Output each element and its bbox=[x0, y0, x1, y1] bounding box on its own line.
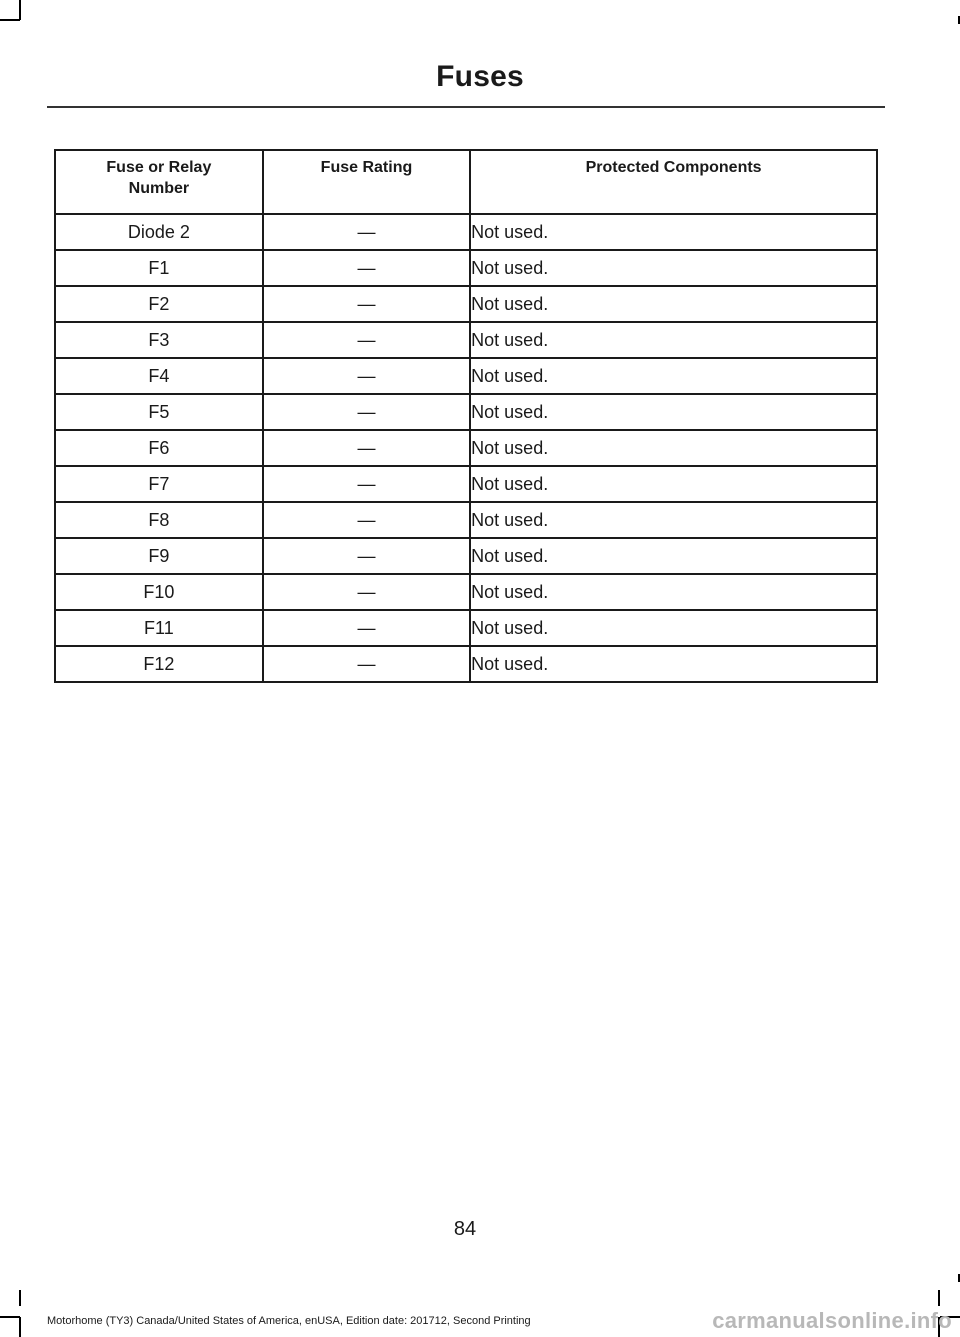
watermark: carmanualsonline.info bbox=[712, 1308, 952, 1333]
fuse-table bbox=[54, 149, 878, 683]
cell-fuse-number: F7 bbox=[55, 466, 263, 502]
crop-mark bbox=[19, 1290, 21, 1306]
cell-fuse-rating: — bbox=[263, 610, 470, 646]
cell-fuse-rating: — bbox=[263, 250, 470, 286]
table-row bbox=[55, 214, 877, 250]
table-row bbox=[55, 430, 877, 466]
cell-fuse-number: Diode 2 bbox=[55, 214, 263, 250]
table-row bbox=[55, 394, 877, 430]
footer-edition-text: Motorhome (TY3) Canada/United States of America, enUSA, Edition date: 201712, Second Printing bbox=[47, 1315, 531, 1327]
table-row bbox=[55, 502, 877, 538]
cell-fuse-number: F5 bbox=[55, 394, 263, 430]
cell-protected-components: Not used. bbox=[470, 574, 877, 610]
cell-protected-components: Not used. bbox=[470, 214, 877, 250]
cell-fuse-rating: — bbox=[263, 394, 470, 430]
cell-protected-components: Not used. bbox=[470, 394, 877, 430]
cell-fuse-rating: — bbox=[263, 358, 470, 394]
cell-protected-components: Not used. bbox=[470, 466, 877, 502]
cell-fuse-rating: — bbox=[263, 466, 470, 502]
cell-fuse-rating: — bbox=[263, 502, 470, 538]
cell-fuse-number: F6 bbox=[55, 430, 263, 466]
cell-protected-components: Not used. bbox=[470, 286, 877, 322]
cell-fuse-number: F10 bbox=[55, 574, 263, 610]
cell-protected-components: Not used. bbox=[470, 322, 877, 358]
table-row bbox=[55, 466, 877, 502]
table-row bbox=[55, 250, 877, 286]
table-row bbox=[55, 610, 877, 646]
cell-fuse-number: F11 bbox=[55, 610, 263, 646]
cell-protected-components: Not used. bbox=[470, 538, 877, 574]
table-body bbox=[55, 214, 877, 682]
cell-fuse-rating: — bbox=[263, 574, 470, 610]
cell-fuse-rating: — bbox=[263, 430, 470, 466]
cell-fuse-rating: — bbox=[263, 214, 470, 250]
crop-mark bbox=[938, 1290, 940, 1306]
cell-fuse-number: F9 bbox=[55, 538, 263, 574]
header-fuse-rating: Fuse Rating bbox=[263, 150, 470, 214]
header-fuse-number-label: Fuse or Relay Number bbox=[106, 159, 212, 197]
cell-fuse-rating: — bbox=[263, 646, 470, 682]
page-number: 84 bbox=[453, 1218, 477, 1240]
cell-fuse-rating: — bbox=[263, 322, 470, 358]
header-protected-components: Protected Components bbox=[470, 150, 877, 214]
cell-fuse-number: F4 bbox=[55, 358, 263, 394]
cell-fuse-number: F8 bbox=[55, 502, 263, 538]
crop-mark bbox=[0, 19, 20, 21]
cell-protected-components: Not used. bbox=[470, 502, 877, 538]
cell-fuse-rating: — bbox=[263, 538, 470, 574]
crop-mark bbox=[0, 1316, 20, 1318]
page-title: Fuses bbox=[436, 60, 524, 93]
cell-protected-components: Not used. bbox=[470, 250, 877, 286]
header-fuse-number bbox=[55, 150, 263, 214]
table-row bbox=[55, 286, 877, 322]
cell-fuse-number: F3 bbox=[55, 322, 263, 358]
title-divider bbox=[47, 106, 885, 108]
table-row bbox=[55, 322, 877, 358]
cell-protected-components: Not used. bbox=[470, 430, 877, 466]
table-row bbox=[55, 646, 877, 682]
cell-protected-components: Not used. bbox=[470, 610, 877, 646]
crop-mark bbox=[19, 0, 21, 20]
cell-protected-components: Not used. bbox=[470, 358, 877, 394]
table-row bbox=[55, 574, 877, 610]
cell-protected-components: Not used. bbox=[470, 646, 877, 682]
cell-fuse-number: F12 bbox=[55, 646, 263, 682]
cell-fuse-number: F2 bbox=[55, 286, 263, 322]
cell-fuse-number: F1 bbox=[55, 250, 263, 286]
table-row bbox=[55, 538, 877, 574]
table-row bbox=[55, 358, 877, 394]
crop-mark bbox=[19, 1317, 21, 1337]
cell-fuse-rating: — bbox=[263, 286, 470, 322]
table-header-row bbox=[55, 150, 877, 214]
